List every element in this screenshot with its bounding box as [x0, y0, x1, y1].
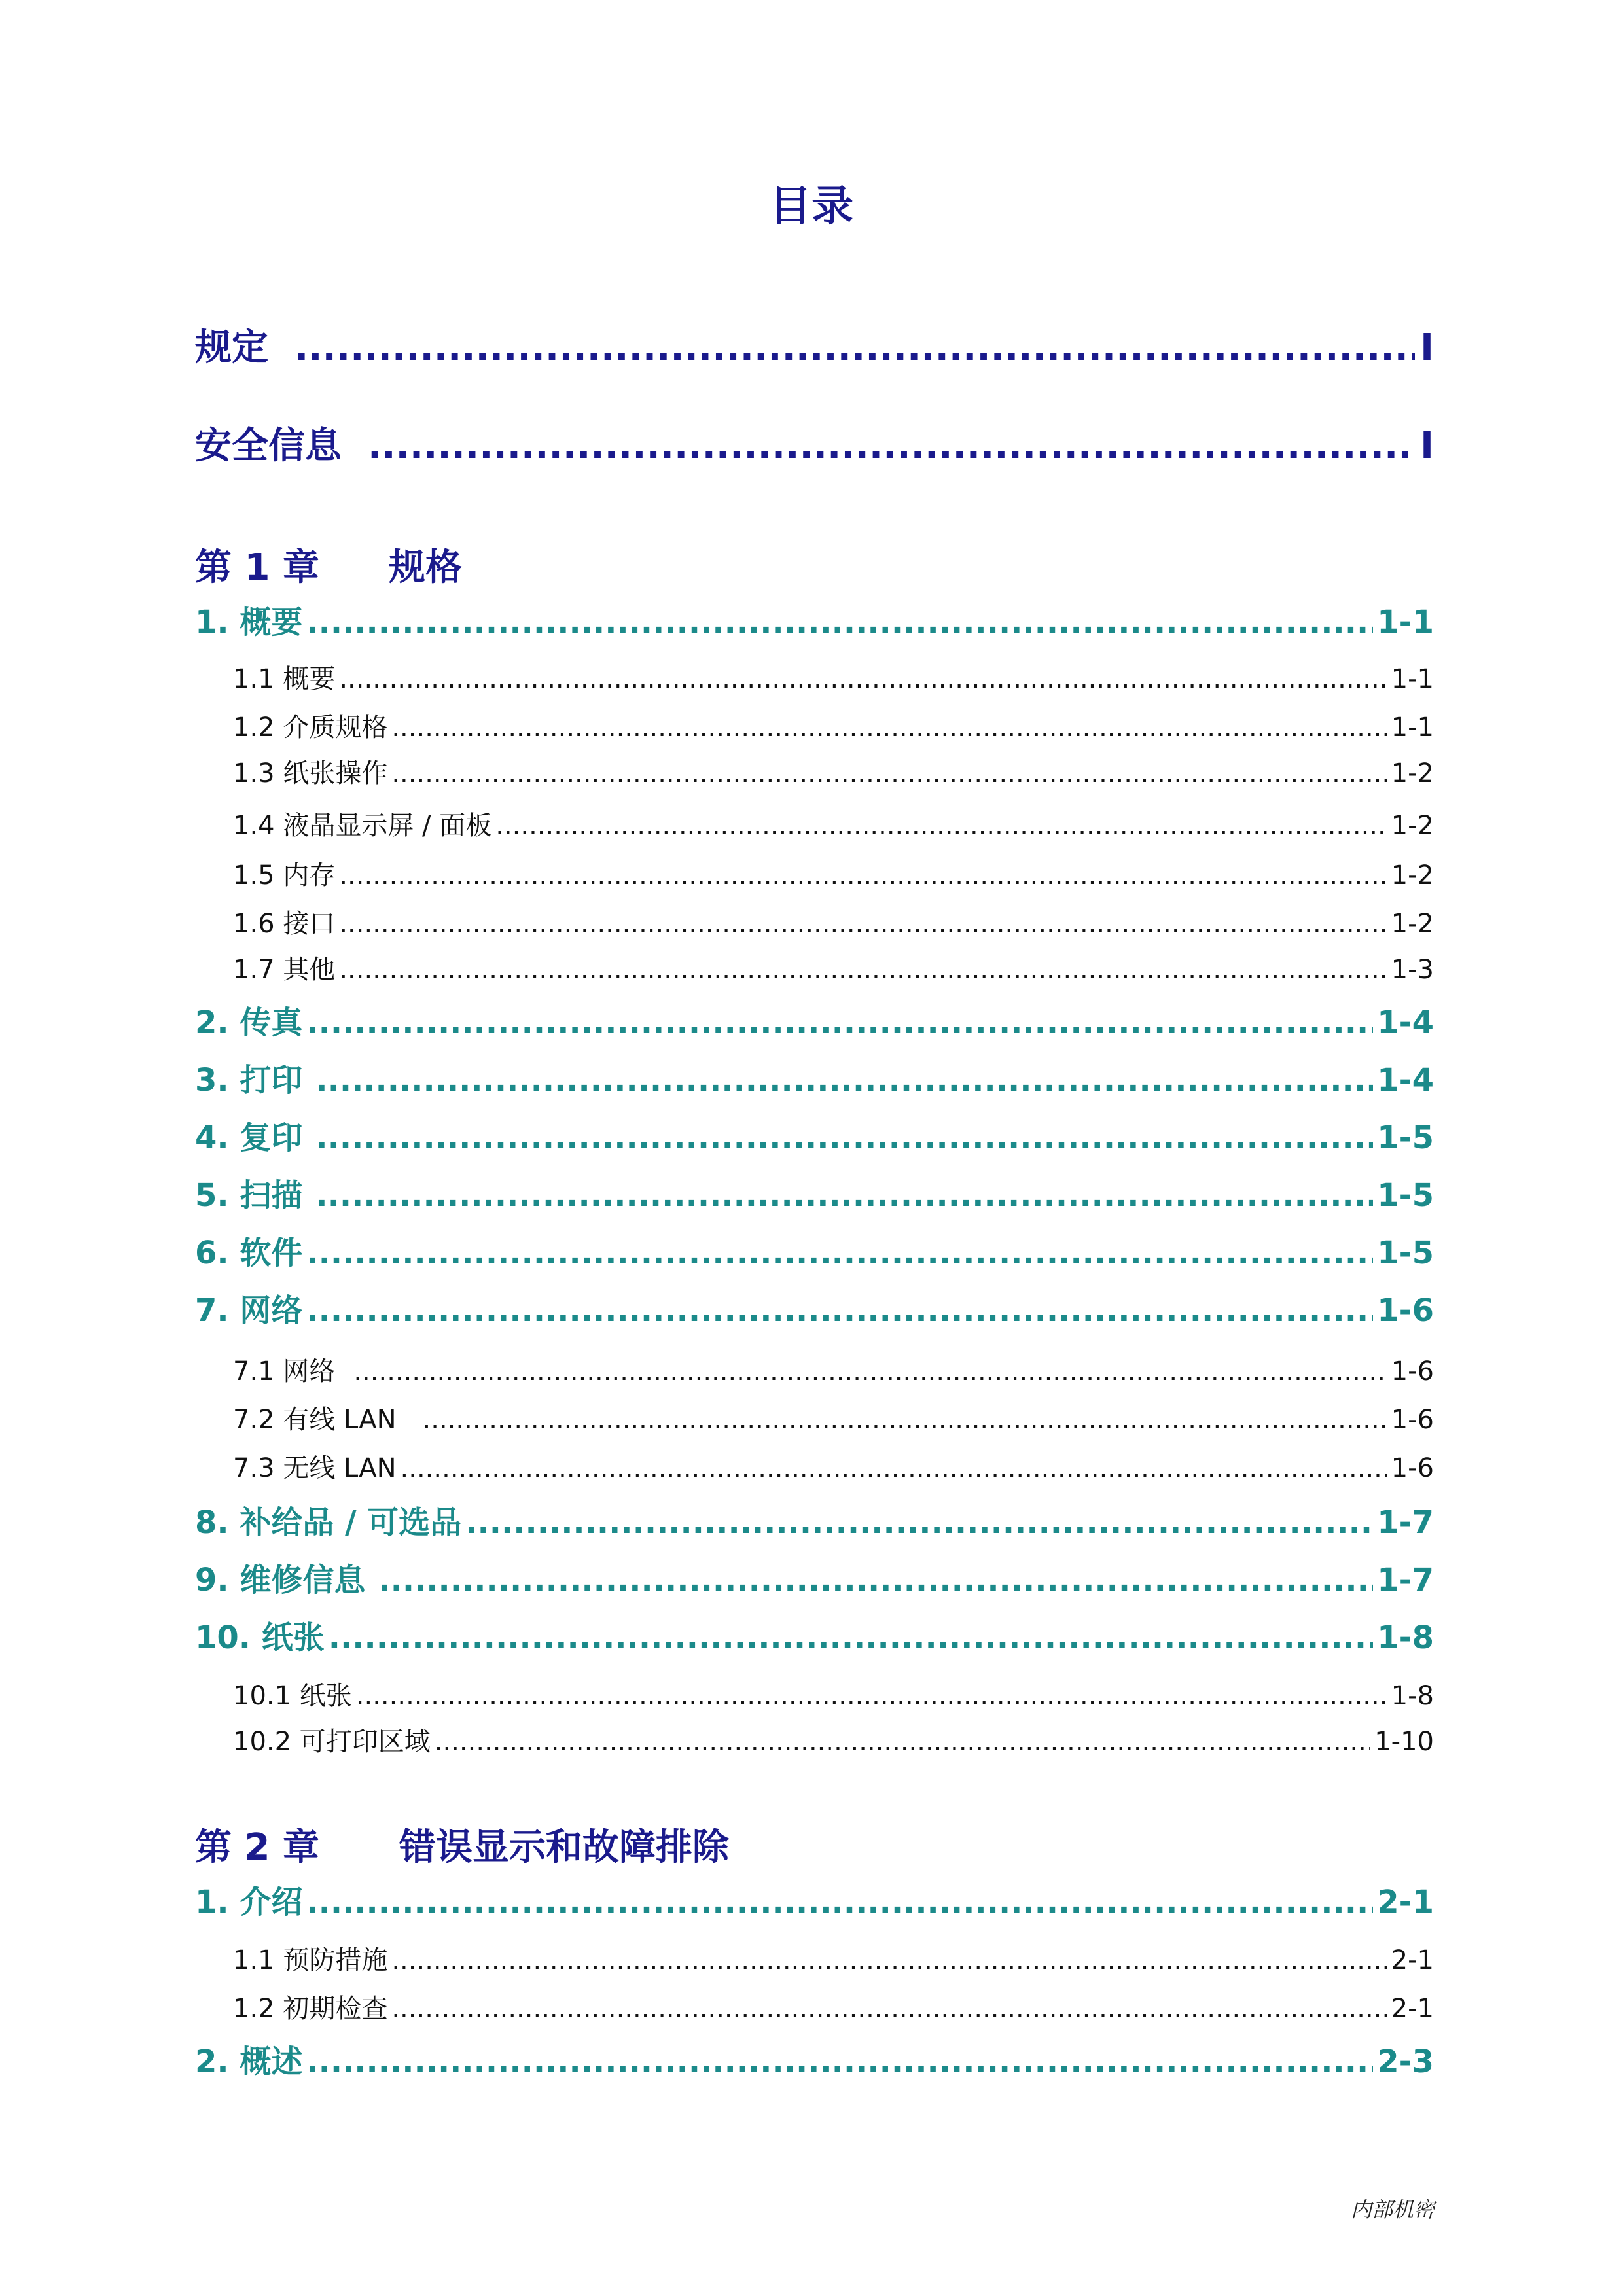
toc-section-label: 2. 传真	[195, 1004, 303, 1041]
toc-subsection[interactable]	[233, 806, 1434, 845]
chapter-title: 规格	[389, 546, 462, 589]
toc-section-label: 1. 介绍	[195, 1884, 303, 1920]
toc-section[interactable]	[195, 1615, 1434, 1661]
leader-dots	[391, 754, 1387, 793]
toc-section[interactable]	[195, 1057, 1434, 1103]
toc-page-number: 2-1	[1391, 1994, 1434, 2024]
toc-section[interactable]	[195, 2039, 1434, 2085]
toc-subsection[interactable]	[233, 856, 1434, 895]
leader-dots	[356, 1676, 1387, 1716]
chapter-heading	[195, 542, 462, 594]
toc-subsection[interactable]	[233, 1676, 1434, 1716]
leader-dots	[378, 1557, 1373, 1603]
leader-dots	[306, 1000, 1373, 1046]
page-title: 目录	[770, 183, 853, 231]
toc-subsection-label: 10.1 纸张	[233, 1681, 352, 1711]
toc-section-label: 8. 补给品 / 可选品	[195, 1504, 462, 1541]
leader-dots	[435, 1722, 1370, 1761]
toc-section-label: 4. 复印	[195, 1120, 303, 1156]
leader-dots	[306, 599, 1373, 645]
leader-dots	[465, 1500, 1373, 1545]
leader-dots	[339, 950, 1387, 989]
toc-section[interactable]	[195, 1500, 1434, 1545]
toc-section[interactable]	[195, 599, 1434, 645]
toc-page-number: 1-7	[1377, 1504, 1434, 1541]
toc-subsection-label: 1.7 其他	[233, 955, 336, 985]
toc-section-label: 2. 概述	[195, 2043, 303, 2080]
toc-subsection-label: 1.5 内存	[233, 860, 336, 891]
toc-entry-label: 规定	[195, 327, 268, 369]
toc-page-number: 1-8	[1391, 1681, 1434, 1711]
toc-page-number: 1-2	[1391, 758, 1434, 788]
leader-dots	[329, 1615, 1374, 1661]
leader-dots	[315, 1173, 1373, 1218]
toc-subsection-label: 1.1 概要	[233, 664, 336, 694]
leader-dots	[339, 660, 1387, 699]
toc-section[interactable]	[195, 1000, 1434, 1046]
toc-page-number: 1-7	[1377, 1562, 1434, 1598]
leader-dots	[306, 1230, 1373, 1276]
leader-dots	[495, 806, 1387, 845]
toc-page-number: 2-1	[1377, 1884, 1434, 1920]
toc-section[interactable]	[195, 1879, 1434, 1925]
toc-subsection-label: 1.4 液晶显示屏 / 面板	[233, 811, 492, 841]
toc-entry-label: 安全信息	[195, 425, 342, 467]
toc-section-label: 9. 维修信息	[195, 1562, 366, 1598]
toc-subsection-label: 7.2 有线 LAN	[233, 1405, 397, 1435]
chapter-number: 第 2 章	[195, 1826, 319, 1869]
toc-page-number: 1-6	[1391, 1356, 1434, 1386]
toc-subsection-label: 1.1 预防措施	[233, 1945, 388, 1975]
toc-section-label: 6. 软件	[195, 1235, 303, 1271]
toc-page-number: 1-6	[1391, 1453, 1434, 1483]
toc-subsection[interactable]	[233, 1352, 1434, 1391]
toc-page-number: I	[1420, 425, 1434, 467]
toc-subsection[interactable]	[233, 1989, 1434, 2028]
toc-page-number: 1-4	[1377, 1062, 1434, 1099]
toc-page-number: 1-3	[1391, 955, 1434, 985]
toc-subsection[interactable]	[233, 660, 1434, 699]
toc-section[interactable]	[195, 1288, 1434, 1333]
toc-entry-regulations[interactable]	[195, 322, 1434, 374]
toc-page-number: 1-1	[1391, 664, 1434, 694]
toc-subsection-label: 7.3 无线 LAN	[233, 1453, 397, 1483]
toc-page-number: 1-1	[1391, 713, 1434, 743]
toc-section-label: 5. 扫描	[195, 1177, 303, 1214]
toc-page-number: 1-5	[1377, 1120, 1434, 1156]
toc-subsection-label: 1.3 纸张操作	[233, 758, 388, 788]
toc-subsection-label: 1.2 介质规格	[233, 713, 388, 743]
leader-dots	[391, 708, 1387, 747]
toc-page-number: 1-2	[1391, 860, 1434, 891]
toc-page-number: 1-1	[1377, 604, 1434, 641]
toc-subsection-label: 7.1 网络	[233, 1356, 336, 1386]
toc-section-label: 3. 打印	[195, 1062, 303, 1099]
toc-page-number: 1-2	[1391, 811, 1434, 841]
toc-section-label: 10. 纸张	[195, 1619, 325, 1656]
leader-dots	[423, 1400, 1387, 1439]
leader-dots	[306, 2039, 1373, 2085]
toc-subsection-label: 10.2 可打印区域	[233, 1727, 431, 1757]
toc-section[interactable]	[195, 1115, 1434, 1161]
toc-subsection[interactable]	[233, 1449, 1434, 1488]
toc-subsection[interactable]	[233, 950, 1434, 989]
toc-entry-safety[interactable]	[195, 420, 1434, 472]
toc-subsection-label: 1.6 接口	[233, 909, 336, 939]
chapter-title: 错误显示和故障排除	[399, 1826, 729, 1869]
toc-page-number: 1-4	[1377, 1004, 1434, 1041]
toc-section-label: 1. 概要	[195, 604, 303, 641]
leader-dots	[339, 904, 1387, 944]
leader-dots	[339, 856, 1387, 895]
leader-dots	[306, 1288, 1373, 1333]
leader-dots	[401, 1449, 1387, 1488]
toc-page-number: 2-1	[1391, 1945, 1434, 1975]
toc-page-number: 1-5	[1377, 1177, 1434, 1214]
leader-dots	[391, 1941, 1387, 1980]
leader-dots	[353, 1352, 1387, 1391]
toc-page-number: 1-2	[1391, 909, 1434, 939]
toc-subsection-label: 1.2 初期检查	[233, 1994, 388, 2024]
chapter-heading	[195, 1822, 729, 1874]
toc-subsection[interactable]	[233, 1400, 1434, 1439]
toc-subsection[interactable]	[233, 1722, 1434, 1761]
toc-subsection[interactable]	[233, 1941, 1434, 1980]
leader-dots	[368, 420, 1415, 472]
toc-page-number: I	[1420, 327, 1434, 369]
leader-dots	[294, 322, 1415, 374]
toc-section[interactable]	[195, 1173, 1434, 1218]
leader-dots	[315, 1115, 1373, 1161]
toc-page-number: 1-6	[1377, 1292, 1434, 1329]
confidential-footer: 内部机密	[1351, 2197, 1435, 2222]
leader-dots	[315, 1057, 1373, 1103]
toc-subsection[interactable]	[233, 708, 1434, 747]
toc-page-number: 1-5	[1377, 1235, 1434, 1271]
toc-section[interactable]	[195, 1557, 1434, 1603]
toc-section[interactable]	[195, 1230, 1434, 1276]
toc-page-number: 1-10	[1374, 1727, 1434, 1757]
toc-page-number: 1-8	[1377, 1619, 1434, 1656]
toc-section-label: 7. 网络	[195, 1292, 303, 1329]
leader-dots	[306, 1879, 1373, 1925]
chapter-number: 第 1 章	[195, 546, 319, 589]
toc-subsection[interactable]	[233, 904, 1434, 944]
toc-page-number: 1-6	[1391, 1405, 1434, 1435]
toc-subsection[interactable]	[233, 754, 1434, 793]
leader-dots	[391, 1989, 1387, 2028]
toc-page-number: 2-3	[1377, 2043, 1434, 2080]
